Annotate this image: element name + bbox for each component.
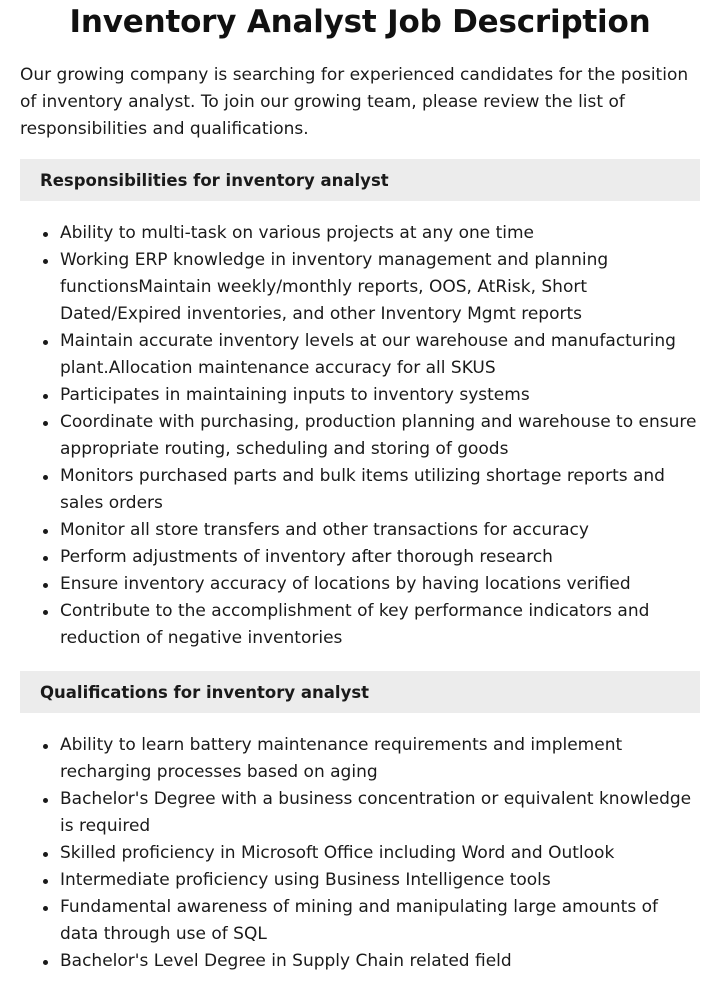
list-item [60,894,700,948]
bullet-icon [43,556,48,561]
qualifications-heading: Qualifications for inventory analyst [20,671,700,713]
list-item-text: Skilled proficiency in Microsoft Office including Word and Outlook [60,843,615,863]
list-item-text: Perform adjustments of inventory after thorough research [60,547,553,567]
list-item [60,786,700,840]
list-item-text: Contribute to the accomplishment of key performance indicators and reduction of negative inventories [60,601,650,648]
list-item-text: Bachelor's Degree with a business concentration or equivalent knowledge is required [60,789,692,836]
list-item [60,517,700,544]
bullet-icon [43,259,48,264]
list-item-text: Working ERP knowledge in inventory management and planning functionsMaintain weekly/monthly reports, OOS, AtRisk, Short Dated/Expired inventories, and other Inventory Mgmt reports [60,250,609,324]
list-item-text: Participates in maintaining inputs to inventory systems [60,385,530,405]
list-item [60,867,700,894]
bullet-icon [43,394,48,399]
list-item [60,463,700,517]
bullet-icon [43,610,48,615]
list-item [60,409,700,463]
list-item-text: Monitors purchased parts and bulk items utilizing shortage reports and sales orders [60,466,665,513]
bullet-icon [43,906,48,911]
list-item [60,571,700,598]
list-item-text: Ability to learn battery maintenance requirements and implement recharging processes based on aging [60,735,623,782]
bullet-icon [43,852,48,857]
bullet-icon [43,744,48,749]
list-item-text: Fundamental awareness of mining and manipulating large amounts of data through use of SQL [60,897,658,944]
responsibilities-heading: Responsibilities for inventory analyst [20,159,700,201]
list-item [60,328,700,382]
list-item [60,382,700,409]
list-item [60,247,700,328]
list-item-text: Maintain accurate inventory levels at our warehouse and manufacturing plant.Allocation maintenance accuracy for all SKUS [60,331,676,378]
list-item [60,220,700,247]
list-item [60,544,700,571]
list-item [60,598,700,652]
intro-paragraph: Our growing company is searching for experienced candidates for the position of inventory analyst. To join our growing team, please review the list of responsibilities and qualifications. [20,65,689,139]
list-item-text: Ensure inventory accuracy of locations by having locations verified [60,574,631,594]
bullet-icon [43,475,48,480]
list-item-text: Coordinate with purchasing, production planning and warehouse to ensure appropriate routing, scheduling and storing of goods [60,412,697,459]
bullet-icon [43,529,48,534]
list-item-text: Ability to multi-task on various projects at any one time [60,223,535,243]
bullet-icon [43,232,48,237]
bullet-icon [43,340,48,345]
page-title: Inventory Analyst Job Description [69,4,651,40]
list-item-text: Bachelor's Level Degree in Supply Chain related field [60,951,512,971]
list-item [60,948,700,975]
bullet-icon [43,421,48,426]
bullet-icon [43,798,48,803]
bullet-icon [43,879,48,884]
responsibilities-list [20,220,700,652]
list-item [60,732,700,786]
bullet-icon [43,960,48,965]
list-item [60,840,700,867]
list-item-text: Intermediate proficiency using Business Intelligence tools [60,870,551,890]
list-item-text: Monitor all store transfers and other transactions for accuracy [60,520,589,540]
bullet-icon [43,583,48,588]
qualifications-list [20,732,700,975]
